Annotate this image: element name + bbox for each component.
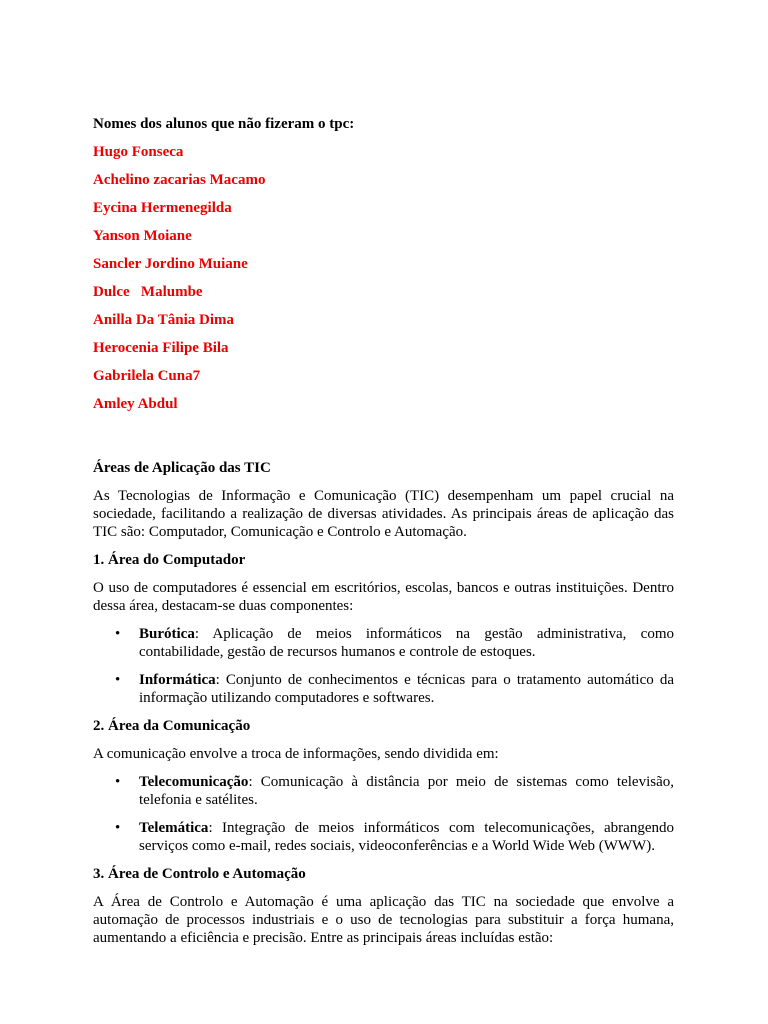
term-description: : Comunicação à distância por meio de sistemas como televisão, telefonia e satélites.: [139, 774, 674, 808]
list-item: [139, 819, 674, 855]
term-description: : Conjunto de conhecimentos e técnicas para o tratamento automático da informação utilizando computadores e softwares.: [139, 672, 674, 706]
list-item: [139, 625, 674, 661]
list-item: [139, 671, 674, 707]
term-label: Telemática: [139, 820, 209, 836]
section-title: Áreas de Aplicação das TIC: [93, 460, 271, 476]
list-item: [139, 773, 674, 809]
area1-title: 1. Área do Computador: [93, 552, 246, 568]
student-name: Anilla Da Tânia Dima: [93, 312, 234, 328]
area3-paragraph: A Área de Controlo e Automação é uma aplicação das TIC na sociedade que envolve a automação de processos industriais e o uso de tecnologias para substituir a força humana, aumentando a eficiência e precisão. Entre as principais áreas incluídas estão:: [93, 894, 674, 946]
area1-paragraph: O uso de computadores é essencial em escritórios, escolas, bancos e outras instituições. Dentro dessa área, destacam-se duas componentes:: [93, 580, 674, 614]
area2-paragraph: A comunicação envolve a troca de informações, sendo dividida em:: [93, 746, 499, 762]
student-name: Gabrilela Cuna7: [93, 368, 201, 384]
area2-list: [93, 773, 674, 855]
student-name: Herocenia Filipe Bila: [93, 340, 229, 356]
student-name: Eycina Hermenegilda: [93, 200, 232, 216]
term-label: Burótica: [139, 626, 195, 642]
term-label: Informática: [139, 672, 216, 688]
term-label: Telecomunicação: [139, 774, 249, 790]
term-description: : Integração de meios informáticos com telecomunicações, abrangendo serviços como e-mail, redes sociais, videoconferências e a World Wide Web (WWW).: [139, 820, 674, 854]
student-name: Dulce Malumbe: [93, 284, 203, 300]
document-content: [93, 115, 674, 947]
area1-list: [93, 625, 674, 707]
students-list: [93, 143, 674, 413]
term-description: : Aplicação de meios informáticos na gestão administrativa, como contabilidade, gestão de recursos humanos e controle de estoques.: [139, 626, 674, 660]
students-heading: Nomes dos alunos que não fizeram o tpc:: [93, 116, 355, 132]
student-name: Sancler Jordino Muiane: [93, 256, 248, 272]
student-name: Achelino zacarias Macamo: [93, 172, 266, 188]
intro-paragraph: As Tecnologias de Informação e Comunicação (TIC) desempenham um papel crucial na sociedade, facilitando a realização de diversas atividades. As principais áreas de aplicação das TIC são: Computador, Comunicação e Controlo e Automação.: [93, 488, 674, 540]
student-name: Amley Abdul: [93, 396, 178, 412]
area3-title: 3. Área de Controlo e Automação: [93, 866, 306, 882]
area2-title: 2. Área da Comunicação: [93, 718, 251, 734]
student-name: Hugo Fonseca: [93, 144, 184, 160]
student-name: Yanson Moiane: [93, 228, 192, 244]
